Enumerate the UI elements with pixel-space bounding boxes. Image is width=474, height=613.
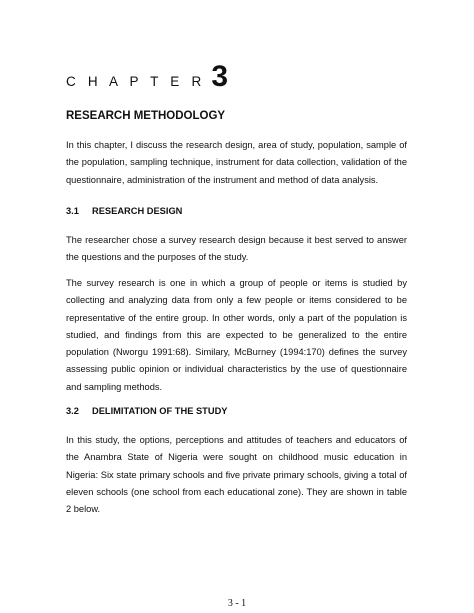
section-heading-3-1: [66, 206, 182, 216]
intro-paragraph: In this chapter, I discuss the research design, area of study, population, sample of the population, sampling technique, instrument for data collection, validation of the questionnaire, administration of the instrument and method of data analysis.: [66, 140, 407, 185]
section-number: 3.2: [66, 406, 79, 416]
chapter-word: C H A P T E R: [66, 74, 206, 89]
chapter-title: RESEARCH METHODOLOGY: [66, 110, 226, 122]
section-number: 3.1: [66, 206, 79, 216]
section-title: DELIMITATION OF THE STUDY: [92, 406, 228, 416]
chapter-number: 3: [211, 60, 229, 93]
research-design-paragraph-2: The survey research is one in which a group of people or items is studied by collecting and analyzing data from only a few people or items considered to be representative of the entire group. In other words, only a part of the population is studied, and findings from this are expected to be generalized to the entire population (Nworgu 1991:68). Similary, McBurney (1994:170) defines the survey assessing public opinion or individual characteristics by the use of questionnaire and sampling methods.: [66, 278, 407, 392]
section-title: RESEARCH DESIGN: [92, 206, 183, 216]
page-number: 3 - 1: [227, 598, 247, 609]
research-design-paragraph-1: The researcher chose a survey research design because it best served to answer the questions and the purposes of the study.: [66, 235, 407, 263]
delimitation-paragraph: In this study, the options, perceptions and attitudes of teachers and educators of the Anambra State of Nigeria were sought on childhood music education in Nigeria: Six state primary schools and five private primary schools, giving a total of eleven schools (one school from each educational zone). They are shown in table 2 below.: [66, 435, 407, 515]
chapter-heading: [66, 62, 228, 92]
section-heading-3-2: [66, 406, 228, 416]
